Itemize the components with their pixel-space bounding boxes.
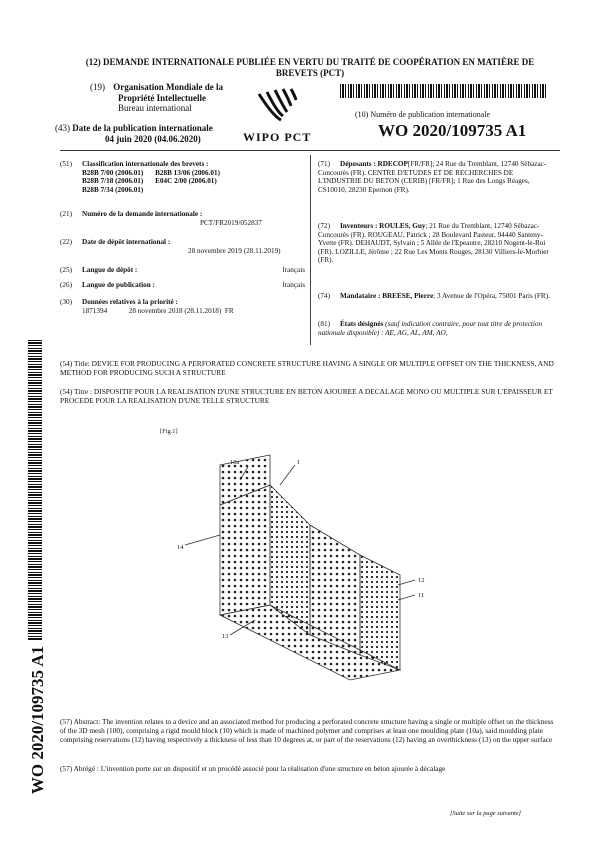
field-74-agent: (74) Mandataire : BREESE, Pierre; 3 Avenue de l'Opéra, 75001 Paris (FR). bbox=[318, 292, 550, 300]
field-51-classification: (51) Classification internationale des brevets : B28B 7/00 (2006.01) B28B 13/06 (2006.01) B28B 7/18 (2006.01) E04C 2/00 (2006.01) B28B 7/34 (2006.01) bbox=[60, 160, 220, 194]
wipo-pct-label: WIPO PCT bbox=[243, 130, 312, 144]
publication-number: WO 2020/109735 A1 bbox=[378, 121, 527, 140]
title-54-english: (54) Title: DEVICE FOR PRODUCING A PERFORATED CONCRETE STRUCTURE HAVING A SINGLE OR MULTIPLE OFFSET ON THE THICKNESS, AND METHOD FOR PRODUCING SUCH A STRUCTURE bbox=[60, 359, 554, 377]
publication-date-block: (43) Date de la publication internationale 04 juin 2020 (04.06.2020) bbox=[55, 123, 213, 144]
header-title-line2: BREVETS (PCT) bbox=[275, 68, 345, 78]
figure-label: [Fig.1] bbox=[160, 428, 178, 435]
side-publication-number: WO 2020/109735 A1 bbox=[28, 645, 47, 795]
field-25-filing-language: (25) Langue de dépôt : français bbox=[60, 266, 305, 274]
field-22-filing-date: (22) Date de dépôt international : 28 novembre 2019 (28.11.2019) bbox=[60, 238, 281, 255]
ref-14-label: 14 bbox=[177, 544, 184, 551]
header-title-line1: DEMANDE INTERNATIONALE PUBLIÉE EN VERTU DU TRAITÉ DE COOPÉRATION EN MATIÈRE DE bbox=[103, 57, 535, 67]
ref-12-label: 12 bbox=[418, 577, 425, 584]
wipo-logo-icon bbox=[253, 86, 309, 126]
field-26-publication-language: (26) Langue de publication : français bbox=[60, 281, 305, 289]
abstract-english: (57) Abstract: The invention relates to a device and an associated method for producing a perforated concrete structure having a single or multiple offset on the thickness of the 3D mesh (100), comprising a rigid mould block (10) which is made of machined polymer and comprises at least one moulding plate (10a), said moulding plate comprising reservations (12) having respectively a thickness of less than 10 degrees at, or part of the reservations (12) having an overthickness (13) on the upper surface bbox=[60, 717, 554, 744]
ref-11-label: 11 bbox=[418, 592, 425, 599]
org-name: Organisation Mondiale de la bbox=[113, 82, 224, 92]
publication-number-label: (10) Numéro de publication internationale bbox=[355, 110, 491, 119]
ref-13-label: 13 bbox=[222, 633, 229, 640]
publication-date: 04 juin 2020 (04.06.2020) bbox=[105, 133, 201, 144]
continued-note: [Suite sur la page suivante] bbox=[450, 810, 522, 817]
org-block: (19) Organisation Mondiale de la Propriété Intellectuelle Bureau international bbox=[90, 82, 224, 113]
code-12: (12) bbox=[85, 57, 101, 67]
side-barcode bbox=[28, 340, 42, 640]
field-81-designated-states: (81) États désignés (sauf indication contraire, pour tout titre de protection nationale disponible) : AE, AG, AL, AM, AO, bbox=[318, 320, 543, 337]
ref-1-label: 1 bbox=[297, 459, 301, 466]
field-72-inventors: (72) Inventeurs : ROULES, Guy; 21 Rue du Tremblant, 12740 Sébazac-Concourès (FR). ROUGEAU, Patrick ; 28 Boulevard Pasteur, 94440 Santeny-Yvette (FR). DEHAUDT, Sylvain ; 5 Allée de l'Epeautre, 28210 Nogent-le-Roi (FR). LOZILLE, Jérôme ; 22 Rue Les Monts Rouges, 28130 Villiers-le-Morhier (FR). bbox=[318, 222, 549, 265]
field-30-priority: (30) Données relatives à la priorité : 1871394 28 novembre 2018 (28.11.2018) FR bbox=[60, 298, 234, 315]
title-54-french: (54) Titre : DISPOSITIF POUR LA REALISATION D'UNE STRUCTURE EN BETON AJOUREE A DECALAGE MONO OU MULTIPLE SUR L'EPAISSEUR ET PROCEDE POUR LA REALISATION D'UNE TELLE STRUCTURE bbox=[60, 387, 553, 405]
field-71-applicants: (71) Déposants : RDECOP[FR/FR]; 24 Rue du Tremblant, 12740 Sébazac-Concourès (FR). CENTRE D'ETUDES ET DE RECHERCHES DE L'INDUSTRIE DU BETON (CERIB) [FR/FR]; 1 Rue des Longs Réages, CS10010, 28230 Epernon (FR). bbox=[318, 160, 547, 194]
field-21-application-number: (21) Numéro de la demande internationale : PCT/FR2019/052837 bbox=[60, 210, 262, 227]
publication-barcode bbox=[340, 84, 548, 98]
ref-10a-label: 10a bbox=[230, 459, 240, 466]
abstract-french: (57) Abrégé : L'invention porte sur un dispositif et un procédé associé pour la réalisation d'une structure en béton ajourée à décalage bbox=[60, 764, 446, 773]
figure-drawing bbox=[160, 445, 450, 685]
